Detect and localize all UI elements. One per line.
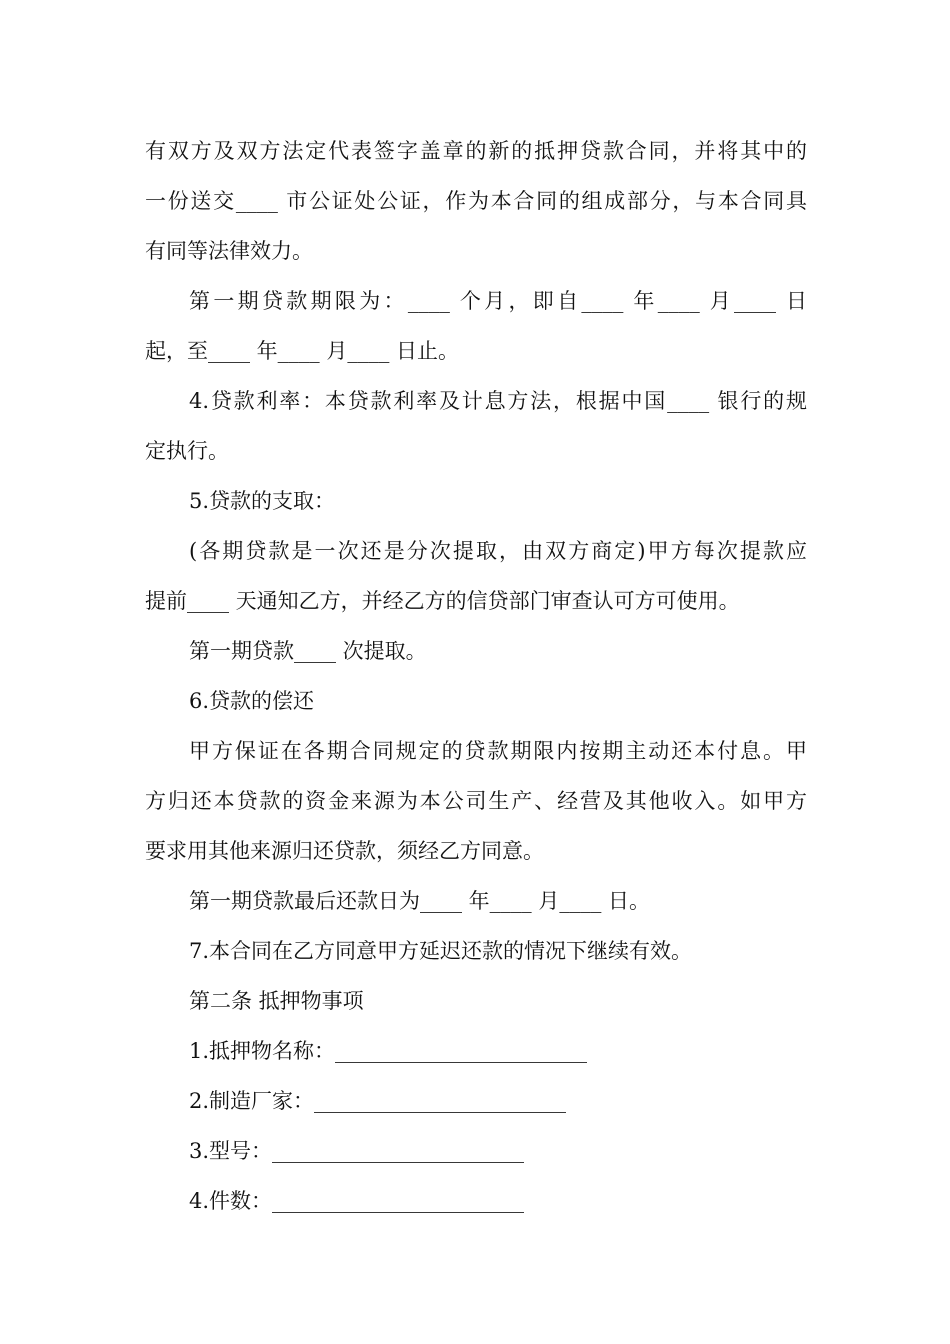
form-field-line: 3.型号：________________________ bbox=[189, 1139, 525, 1163]
form-field-line: 4.件数：________________________ bbox=[189, 1189, 525, 1213]
paragraph-line: (各期贷款是一次还是分次提取，由双方商定)甲方每次提款应 bbox=[189, 539, 807, 563]
paragraph-line: 有双方及双方法定代表签字盖章的新的抵押贷款合同，并将其中的 bbox=[145, 139, 807, 163]
section-heading: 6.贷款的偿还 bbox=[189, 689, 315, 713]
paragraph-line: 起，至____ 年____ 月____ 日止。 bbox=[145, 339, 460, 363]
document-page bbox=[145, 126, 807, 1226]
section-heading: 5.贷款的支取： bbox=[189, 489, 336, 513]
article-heading: 第二条 抵押物事项 bbox=[189, 989, 364, 1013]
paragraph-line: 第一期贷款最后还款日为____ 年____ 月____ 日。 bbox=[189, 889, 651, 913]
form-field-line: 1.抵押物名称：________________________ bbox=[189, 1039, 588, 1063]
paragraph-line: 定执行。 bbox=[145, 439, 229, 463]
paragraph-line: 有同等法律效力。 bbox=[145, 239, 313, 263]
paragraph-line: 甲方保证在各期合同规定的贷款期限内按期主动还本付息。甲 bbox=[189, 739, 807, 763]
paragraph-line: 提前____ 天通知乙方，并经乙方的信贷部门审查认可方可使用。 bbox=[145, 589, 740, 613]
paragraph-line: 第一期贷款期限为：____ 个月，即自____ 年____ 月____ 日 bbox=[189, 289, 807, 313]
paragraph-line: 方归还本贷款的资金来源为本公司生产、经营及其他收入。如甲方 bbox=[145, 789, 807, 813]
paragraph-line: 要求用其他来源归还贷款，须经乙方同意。 bbox=[145, 839, 544, 863]
paragraph-line: 4.贷款利率：本贷款利率及计息方法，根据中国____ 银行的规 bbox=[189, 389, 807, 413]
paragraph-line: 第一期贷款____ 次提取。 bbox=[189, 639, 427, 663]
paragraph-line: 7.本合同在乙方同意甲方延迟还款的情况下继续有效。 bbox=[189, 939, 693, 963]
form-field-line: 2.制造厂家：________________________ bbox=[189, 1089, 567, 1113]
paragraph-line: 一份送交____ 市公证处公证，作为本合同的组成部分，与本合同具 bbox=[145, 189, 807, 213]
